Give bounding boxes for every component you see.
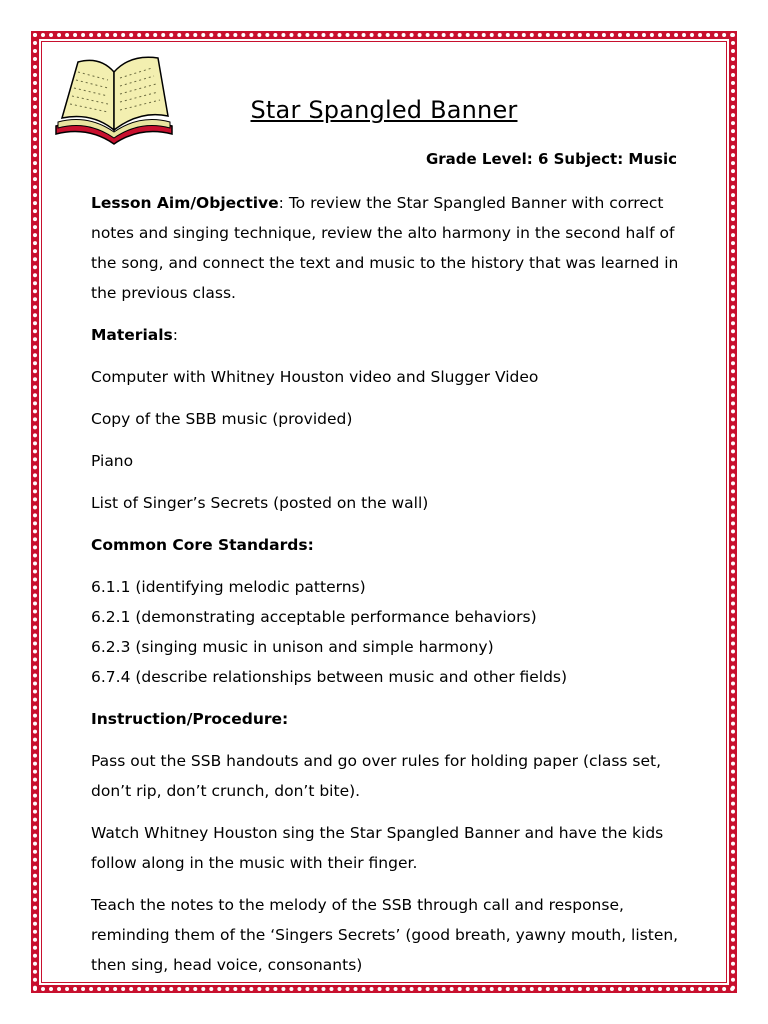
standard-item: 6.2.3 (singing music in unison and simple harmony) [91,638,494,656]
standard-item: 6.2.1 (demonstrating acceptable performance behaviors) [91,608,537,626]
standard-item: 6.1.1 (identifying melodic patterns) [91,578,366,596]
materials-label: Materials [91,326,173,344]
procedure-heading: Instruction/Procedure: [91,710,289,728]
grade-subject-line: Grade Level: 6 Subject: Music [425,150,677,168]
standards-heading: Common Core Standards: [91,536,314,554]
materials-item: Piano [91,452,134,470]
materials-heading [91,320,691,350]
materials-item: Computer with Whitney Houston video and Slugger Video [91,368,539,386]
lesson-content [91,188,691,992]
standard-item: 6.7.4 (describe relationships between music and other fields) [91,668,568,686]
objective-label: Lesson Aim/Objective [91,194,279,212]
procedure-step: Teach the notes to the melody of the SSB through call and response, reminding them of the ‘Singers Secrets’ (good breath, yawny mouth, listen, then sing, head voice, consonants) [91,896,679,974]
objective-text: : To review the Star Spangled Banner with correct notes and singing technique, review the alto harmony in the second half of the song, and connect the text and music to the history that was learned in the previous class. [91,194,679,302]
procedure-step: Pass out the SSB handouts and go over rules for holding paper (class set, don’t rip, don’t crunch, don’t bite). [91,752,662,800]
objective-paragraph [91,188,691,308]
page-title: Star Spangled Banner [250,96,518,124]
materials-item: List of Singer’s Secrets (posted on the wall) [91,494,429,512]
procedure-step: Watch Whitney Houston sing the Star Spangled Banner and have the kids follow along in the music with their finger. [91,824,664,872]
materials-item: Copy of the SBB music (provided) [91,410,353,428]
materials-colon: : [172,326,178,344]
